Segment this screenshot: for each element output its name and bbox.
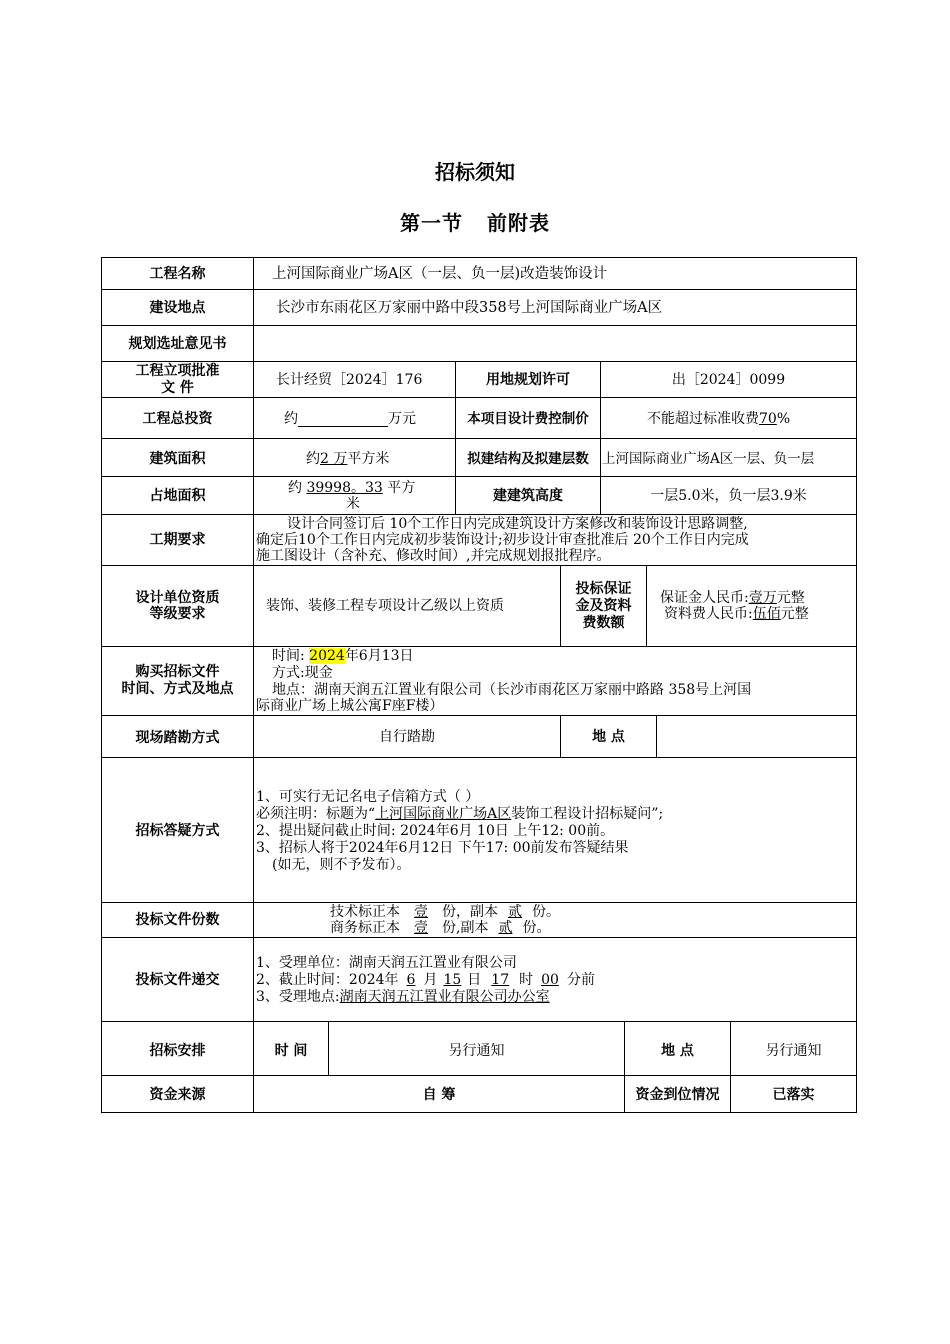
document-fee-prefix: 资料费人民币: — [664, 606, 753, 622]
label-funding: 资金来源 — [149, 1087, 206, 1103]
label-arrangement-place: 地 点 — [661, 1043, 694, 1059]
label-structure-floors: 拟建结构及拟建层数 — [467, 451, 589, 467]
label-qualification: 设计单位资质 — [135, 590, 220, 606]
deposit-amount: 壹万 — [748, 590, 777, 606]
purchase-time-prefix: 时间: — [272, 648, 305, 664]
copies-technical-mid: 份，副本 — [442, 904, 498, 920]
schedule-line-2: 确定后10个工作日内完成初步装饰设计;初步设计审查批准后 20个工作日内完成 — [256, 532, 749, 548]
deposit-prefix: 保证金人民币: — [660, 590, 749, 606]
label-deposit-3: 费数额 — [582, 615, 625, 631]
value-design-fee-cap — [647, 411, 790, 427]
design-fee-percent-unit: % — [776, 411, 791, 427]
deadline-hour: 17 — [491, 972, 510, 988]
design-fee-percent: 70 — [759, 411, 777, 427]
label-funding-status: 资金到位情况 — [635, 1087, 720, 1103]
label-purchase: 购买招标文件 — [135, 664, 220, 680]
deadline-hour-unit: 时 — [519, 972, 534, 988]
deadline-prefix: 2、截止时间：2024年 — [256, 972, 399, 988]
submission-place-prefix: 3、受理地点: — [256, 989, 340, 1005]
value-arrangement-place: 另行通知 — [765, 1043, 822, 1059]
purchase-method: 方式:现金 — [272, 665, 333, 681]
section-number: 第一节 — [400, 211, 463, 235]
qa-subject: 上河国际商业广场A区 — [375, 806, 512, 822]
value-structure-floors: 上河国际商业广场A区一层、负一层 — [602, 451, 815, 467]
value-building-area — [306, 451, 389, 467]
label-site-survey: 现场踏勘方式 — [135, 730, 220, 746]
deposit-unit: 元整 — [776, 590, 805, 606]
value-approval: 长计经贸［2024］176 — [276, 372, 423, 388]
purchase-place-line-2: 际商业广场上城公寓F座F楼） — [256, 698, 444, 714]
purchase-place-line-1: 地点：湖南天润五江置业有限公司（长沙市雨花区万家丽中路路 358号上河国 — [272, 682, 752, 698]
label-land-area: 占地面积 — [149, 488, 206, 504]
value-land-area — [288, 480, 415, 496]
label-survey-place: 地 点 — [592, 729, 625, 745]
label-planning: 规划选址意见书 — [128, 336, 227, 352]
value-document-fee — [664, 606, 809, 622]
value-site-survey: 自行踏勘 — [379, 729, 435, 745]
value-investment — [284, 411, 416, 427]
document-fee-amount: 伍佰 — [752, 606, 781, 622]
value-funding: 自 筹 — [422, 1087, 456, 1103]
deadline-minute-unit: 分前 — [566, 972, 595, 988]
label-qualification-2: 等级要求 — [149, 606, 206, 622]
label-copies: 投标文件份数 — [135, 912, 220, 928]
copies-commercial-mid: 份,副本 — [442, 920, 489, 936]
purchase-year: 2024 — [309, 648, 345, 664]
label-submission: 投标文件递交 — [135, 972, 220, 988]
schedule-line-1: 设计合同签订后 10个工作日内完成建筑设计方案修改和装饰设计思路调整, — [287, 516, 748, 532]
qa-line-5: (如无，则不予发布）。 — [272, 857, 411, 873]
label-investment: 工程总投资 — [142, 411, 213, 427]
value-land-permit: 出［2024］0099 — [671, 372, 786, 388]
copies-technical-end: 份。 — [532, 904, 560, 920]
copies-commercial-duplicate: 贰 — [498, 920, 513, 936]
investment-amount — [298, 412, 388, 427]
design-fee-prefix: 不能超过标准收费 — [647, 411, 759, 427]
building-area-prefix: 约 — [306, 451, 320, 467]
copies-commercial-prefix: 商务标正本 — [330, 920, 400, 936]
purchase-time — [272, 648, 414, 664]
copies-commercial-end: 份。 — [522, 920, 551, 936]
land-area-unit: 平方 — [387, 480, 416, 496]
submission-line-1: 1、受理单位：湖南天润五江置业有限公司 — [256, 955, 517, 971]
qa-line-3: 2、提出疑问截止时间: 2024年6月 10日 上午12: 00前。 — [256, 823, 615, 839]
submission-deadline — [256, 972, 595, 988]
value-arrangement-time: 另行通知 — [448, 1043, 505, 1059]
document-title: 招标须知 — [435, 160, 515, 184]
schedule-line-3: 施工图设计（含补充、修改时间）,并完成规划报批程序。 — [256, 548, 611, 564]
purchase-date: 年6月13日 — [344, 648, 414, 664]
building-area-unit: 平方米 — [347, 451, 390, 467]
value-deposit — [660, 590, 805, 606]
copies-technical — [330, 904, 560, 920]
building-area-amount: 2 万 — [320, 451, 348, 467]
value-qualification: 装饰、装修工程专项设计乙级以上资质 — [266, 598, 504, 614]
label-approval: 工程立项批准 — [135, 363, 220, 379]
label-design-fee-cap: 本项目设计费控制价 — [467, 411, 589, 427]
label-building-height: 建建筑高度 — [493, 488, 563, 504]
investment-prefix: 约 — [284, 411, 298, 427]
label-schedule: 工期要求 — [149, 532, 206, 548]
label-deposit-2: 金及资料 — [575, 598, 632, 614]
value-building-height: 一层5.0米，负一层3.9米 — [650, 488, 807, 504]
label-approval-2: 文 件 — [161, 380, 194, 396]
land-area-prefix: 约 — [288, 480, 302, 496]
copies-commercial-original: 壹 — [414, 920, 428, 936]
qa-line-2-prefix: 必须注明：标题为“ — [256, 806, 376, 822]
qa-line-2 — [256, 806, 663, 822]
copies-commercial — [330, 920, 550, 936]
submission-place — [256, 989, 550, 1005]
section-name: 前附表 — [487, 211, 550, 235]
submission-place-value: 湖南天润五江置业有限公司办公室 — [339, 989, 550, 1005]
deadline-month-unit: 月 — [423, 972, 438, 988]
label-arrangement-time: 时 间 — [274, 1043, 308, 1059]
qa-line-4: 3、招标人将于2024年6月12日 下午17: 00前发布答疑结果 — [256, 840, 629, 856]
deadline-day-unit: 日 — [467, 972, 482, 988]
label-arrangement: 招标安排 — [149, 1043, 206, 1059]
label-project-name: 工程名称 — [149, 266, 206, 282]
label-building-area: 建筑面积 — [149, 451, 206, 467]
deadline-minute: 00 — [541, 972, 559, 988]
deadline-month: 6 — [406, 972, 416, 988]
label-land-permit: 用地规划许可 — [486, 372, 570, 388]
label-deposit: 投标保证 — [575, 581, 632, 597]
label-purchase-2: 时间、方式及地点 — [121, 681, 234, 697]
land-area-amount: 39998。33 — [306, 480, 383, 496]
label-site: 建设地点 — [149, 300, 206, 316]
document-fee-unit: 元整 — [780, 606, 809, 622]
copies-technical-prefix: 技术标正本 — [330, 904, 400, 920]
value-funding-status: 已落实 — [772, 1087, 815, 1103]
copies-technical-duplicate: 贰 — [508, 904, 522, 920]
investment-unit: 万元 — [388, 411, 416, 427]
qa-line-2-suffix: 装饰工程设计招标疑问”; — [511, 806, 664, 822]
copies-technical-original: 壹 — [414, 904, 428, 920]
deadline-day: 15 — [443, 972, 462, 988]
label-qa: 招标答疑方式 — [135, 823, 220, 839]
value-project-name: 上河国际商业广场A区（一层、负一层)改造装饰设计 — [272, 266, 608, 282]
qa-line-1: 1、可实行无记名电子信箱方式（ ） — [256, 789, 480, 805]
value-land-area-unit-2: 米 — [346, 496, 360, 512]
value-site: 长沙市东雨花区万家丽中路中段358号上河国际商业广场A区 — [276, 300, 663, 316]
